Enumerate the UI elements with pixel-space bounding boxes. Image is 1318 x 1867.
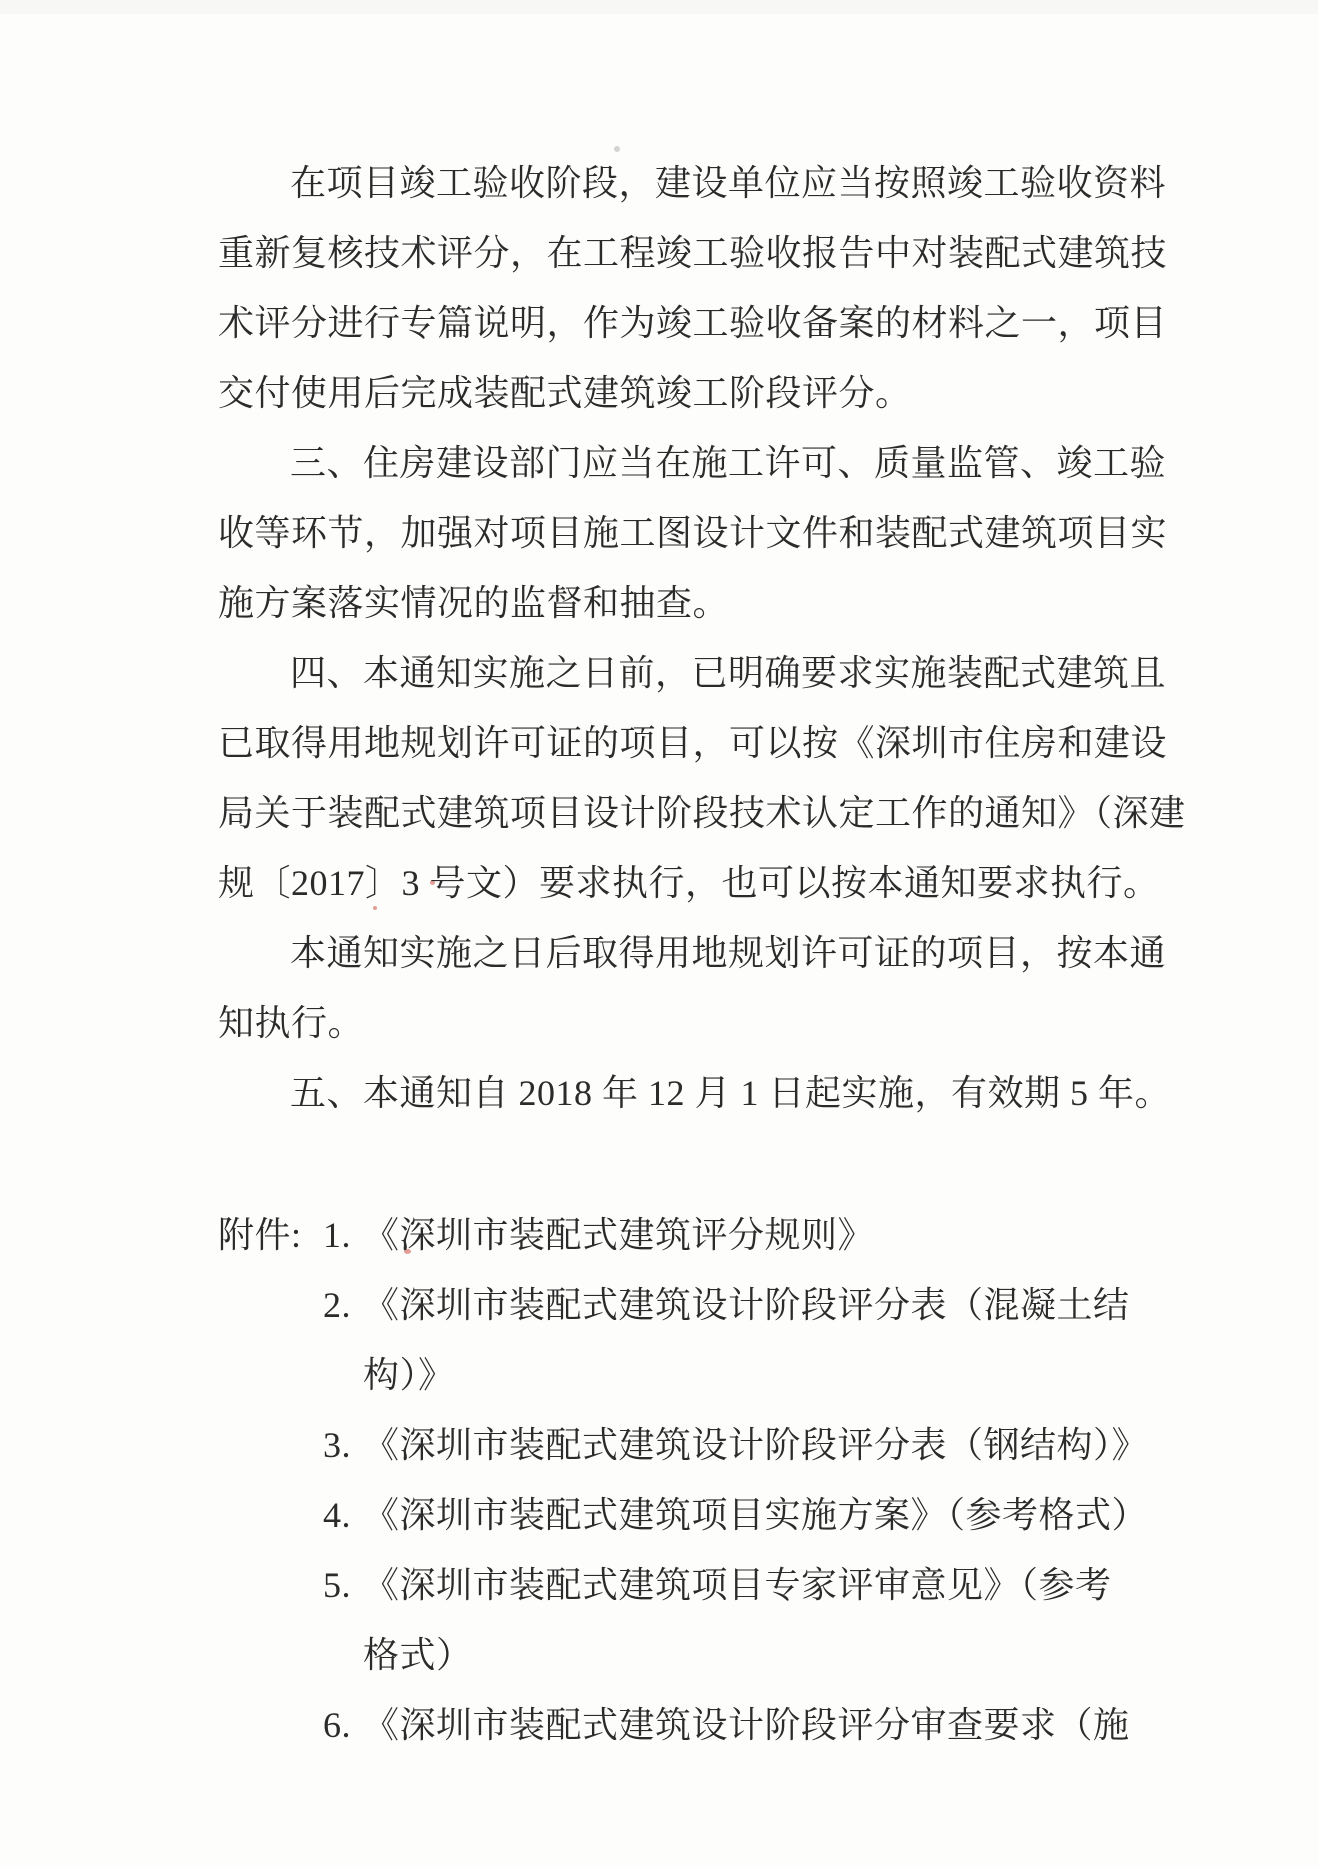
attachment-title <box>363 1200 874 1270</box>
text-line: 格式） <box>363 1635 473 1675</box>
attachment-number: 5. <box>323 1565 351 1605</box>
paragraph-item-four <box>218 638 1186 918</box>
paragraph-after-implementation <box>218 918 1170 1058</box>
text-line: 五、本通知自 2018 年 12 月 1 日起实施，有效期 5 年。 <box>290 1073 1172 1113</box>
attachment-number: 1. <box>323 1215 351 1255</box>
text-line: 四、本通知实施之日前，已明确要求实施装配式建筑且 <box>290 653 1167 693</box>
attachments-label: 附件: <box>218 1215 302 1255</box>
attachment-number: 2. <box>323 1285 351 1325</box>
attachment-item-1 <box>323 1200 874 1270</box>
attachments-section <box>218 1200 1170 1760</box>
attachment-title <box>363 1410 1148 1480</box>
attachment-title <box>363 1480 1148 1550</box>
attachment-item-6 <box>323 1690 1170 1760</box>
text-line: 术评分进行专篇说明，作为竣工验收备案的材料之一，项目 <box>218 303 1168 343</box>
text-line: 三、住房建设部门应当在施工许可、质量监管、竣工验 <box>290 443 1167 483</box>
attachment-title <box>363 1690 1130 1760</box>
attachment-item <box>218 1200 1170 1270</box>
text-line: 重新复核技术评分，在工程竣工验收报告中对装配式建筑技 <box>218 233 1168 273</box>
attachment-item-2 <box>323 1270 1170 1410</box>
attachment-item-5 <box>323 1550 1170 1690</box>
text-line: 交付使用后完成装配式建筑竣工阶段评分。 <box>218 373 912 413</box>
paragraph-item-five <box>218 1058 1170 1128</box>
text-line: 《深圳市装配式建筑项目专家评审意见》（参考 <box>363 1565 1112 1605</box>
text-line: 《深圳市装配式建筑设计阶段评分审查要求（施 <box>363 1705 1130 1745</box>
text-line: 本通知实施之日后取得用地规划许可证的项目，按本通 <box>290 933 1167 973</box>
text-line: 已取得用地规划许可证的项目，可以按《深圳市住房和建设 <box>218 723 1168 763</box>
paragraph-completion-acceptance <box>218 148 1170 428</box>
paragraph-item-three <box>218 428 1170 638</box>
attachment-title <box>363 1270 1130 1410</box>
scan-edge-shadow <box>0 0 1318 14</box>
attachment-number: 3. <box>323 1425 351 1465</box>
text-line: 局关于装配式建筑项目设计阶段技术认定工作的通知》（深建 <box>218 793 1186 833</box>
text-line: 构）》 <box>363 1355 455 1395</box>
text-line: 《深圳市装配式建筑设计阶段评分表（混凝土结 <box>363 1285 1130 1325</box>
text-line: 规〔2017〕3 号文）要求执行，也可以按本通知要求执行。 <box>218 863 1160 903</box>
text-line: 《深圳市装配式建筑设计阶段评分表（钢结构）》 <box>363 1425 1149 1465</box>
text-line: 《深圳市装配式建筑评分规则》 <box>363 1215 875 1255</box>
attachment-number: 4. <box>323 1495 351 1535</box>
text-line: 知执行。 <box>218 1003 365 1043</box>
text-line: 施方案落实情况的监督和抽查。 <box>218 583 730 623</box>
text-line: 收等环节，加强对项目施工图设计文件和装配式建筑项目实 <box>218 513 1168 553</box>
text-line: 《深圳市装配式建筑项目实施方案》（参考格式） <box>363 1495 1149 1535</box>
document-body <box>218 148 1186 1760</box>
attachment-item-3 <box>323 1410 1170 1480</box>
attachment-item-4 <box>323 1480 1170 1550</box>
attachment-title <box>363 1550 1112 1690</box>
attachment-number: 6. <box>323 1705 351 1745</box>
text-line: 在项目竣工验收阶段，建设单位应当按照竣工验收资料 <box>290 163 1167 203</box>
